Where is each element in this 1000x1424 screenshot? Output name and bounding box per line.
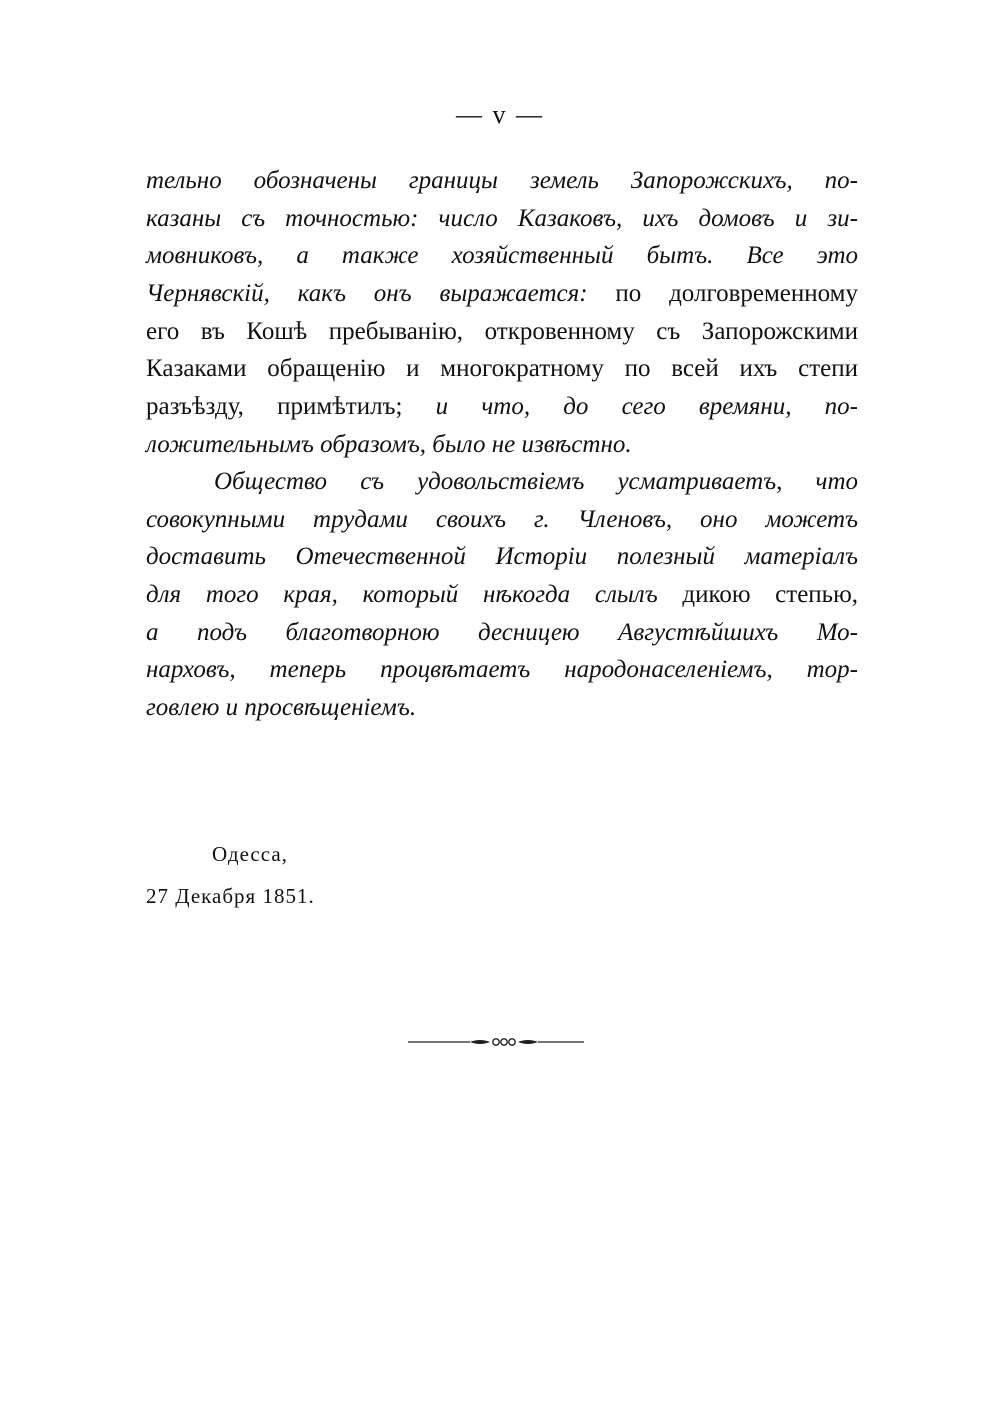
signature-place: Одесса, [212,842,288,866]
text-line [146,463,858,501]
text-segment: разъѣзду, примѣтилъ; [146,393,436,421]
text-segment: и что, до сего времяни, по- [435,393,858,421]
text-segment: Общество съ удовольствіемъ усматриваетъ, что [214,468,858,495]
text-segment: для того края, который нѣкогда слылъ [146,581,683,609]
text-line [146,313,858,351]
text-segment: нарховъ, теперь процвѣтаетъ народонаселеніемъ, тор- [146,656,858,684]
text-line [146,237,858,275]
text-line [146,614,858,652]
text-line [146,275,858,313]
text-line [146,350,858,388]
text-segment: тельно обозначены границы земель Запорожскихъ, по- [146,167,858,194]
text-segment: по долговременному [615,280,859,308]
text-line [146,651,858,689]
text-segment: дикою степью, [682,581,858,609]
signature-date: 27 Декабря 1851. [146,884,315,908]
text-line [146,501,858,539]
text-line [146,388,858,426]
text-segment: а подъ благотворною десницею Августѣйшихъ Мо- [146,618,858,646]
text-segment: Казаками обращенію и многократному по всей ихъ степи [146,355,858,383]
page-number: — v — [456,100,544,129]
text-segment: говлею и просвѣщеніемъ. [146,694,417,722]
end-ornament-icon [408,1034,584,1050]
text-segment: Чернявскій, какъ онъ выражается: [146,280,616,308]
text-segment: ложительнымъ образомъ, было не извѣстно. [146,430,632,458]
text-segment: казаны съ точностью: число Казаковъ, ихъ домовъ и зи- [146,204,858,232]
paragraph-1 [146,162,858,464]
text-line [146,689,858,727]
text-line [146,538,858,576]
paragraph-2 [146,463,858,727]
text-line [146,162,858,200]
text-line [146,426,858,464]
text-segment: совокупными трудами своихъ г. Членовъ, оно можетъ [146,505,858,533]
text-segment: доставить Отечественной Исторіи полезный матеріалъ [146,543,858,571]
text-line [146,576,858,614]
text-segment: его въ Кошѣ пребыванію, откровенному съ Запорожскими [146,317,858,345]
text-segment: мовниковъ, а также хозяйственный бытъ. Все это [146,242,858,270]
text-line [146,200,858,238]
